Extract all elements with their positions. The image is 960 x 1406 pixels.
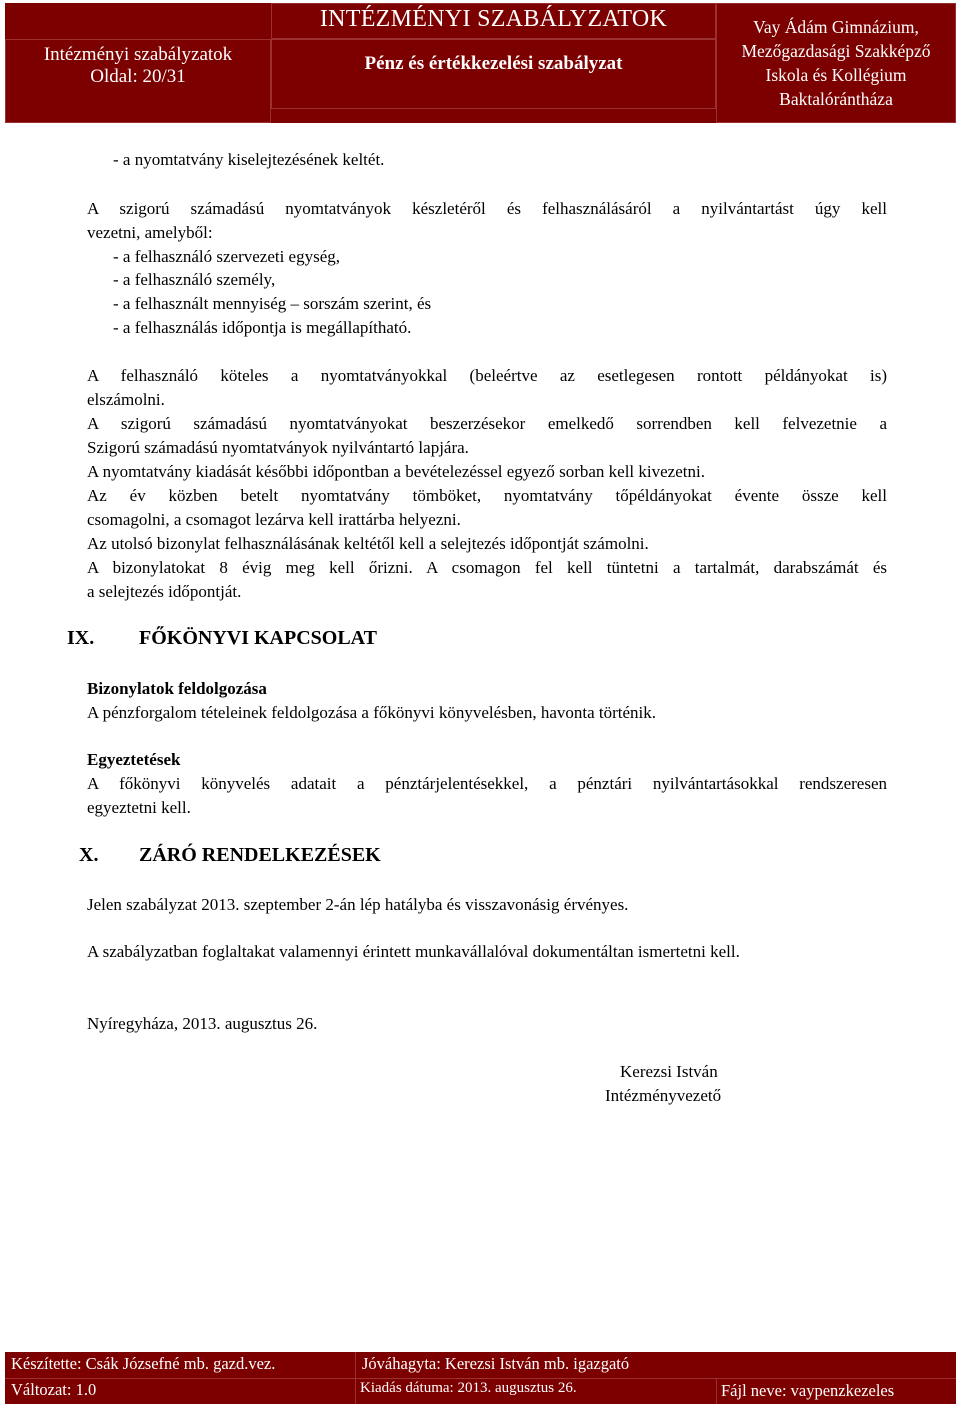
document-footer — [5, 1352, 956, 1404]
footer-version: Változat: 1.0 — [11, 1380, 97, 1399]
footer-divider — [5, 1378, 956, 1379]
paragraph-line: A felhasználó köteles a nyomtatványokkal (beleértve az esetlegesen rontott példányokat is) — [87, 366, 887, 385]
header-institution-line: Vay Ádám Gimnázium, — [753, 17, 919, 37]
footer-divider — [355, 1352, 356, 1404]
paragraph-line: a selejtezés időpontját. — [87, 582, 242, 601]
list-item: - a nyomtatvány kiselejtezésének keltét. — [113, 150, 385, 169]
signer-title: Intézményvezető — [605, 1086, 722, 1105]
paragraph-line: Az év közben betelt nyomtatvány tömböket, nyomtatvány tőpéldányokat évente össze kell — [87, 486, 887, 505]
subsection-heading: Egyeztetések — [87, 750, 181, 769]
footer-divider — [716, 1378, 717, 1404]
header-institution-cell — [716, 3, 956, 123]
section-number: IX. — [67, 627, 95, 649]
header-institution-line: Mezőgazdasági Szakképző — [741, 41, 931, 61]
section-heading: ZÁRÓ RENDELKEZÉSEK — [139, 844, 381, 866]
header-subtitle: Pénz és értékkezelési szabályzat — [364, 53, 623, 74]
section-heading: FŐKÖNYVI KAPCSOLAT — [139, 627, 377, 649]
header-institution-line: Iskola és Kollégium — [765, 65, 907, 85]
footer-approved: Jóváhagyta: Kerezsi István mb. igazgató — [362, 1354, 630, 1373]
list-item: - a felhasználó szervezeti egység, — [113, 247, 341, 266]
header-main-title: INTÉZMÉNYI SZABÁLYZATOK — [319, 6, 668, 32]
paragraph-line: A pénzforgalom tételeinek feldolgozása a főkönyvi könyvelésben, havonta történik. — [87, 703, 657, 722]
paragraph-line: A szabályzatban foglaltakat valamennyi érintett munkavállalóval dokumentáltan ismertetni kell. — [87, 942, 740, 961]
signer-name: Kerezsi István — [620, 1062, 718, 1081]
header-page-number: Oldal: 20/31 — [90, 66, 186, 87]
paragraph-line: Jelen szabályzat 2013. szeptember 2-án lép hatályba és visszavonásig érvényes. — [87, 895, 629, 914]
subsection-heading: Bizonylatok feldolgozása — [87, 679, 267, 698]
header-doc-type: Intézményi szabályzatok — [43, 44, 233, 65]
paragraph-line: egyeztetni kell. — [87, 798, 191, 817]
list-item: - a felhasznált mennyiség – sorszám szerint, és — [113, 294, 432, 313]
paragraph-line: vezetni, amelyből: — [87, 223, 213, 242]
footer-filename: Fájl neve: vaypenzkezeles — [721, 1381, 895, 1400]
paragraph-line: A szigorú számadású nyomtatványokat beszerzésekor emelkedő sorrendben kell felvezetnie a — [87, 414, 887, 433]
footer-issue-date: Kiadás dátuma: 2013. augusztus 26. — [360, 1380, 577, 1396]
header-institution-line: Baktalórántháza — [779, 89, 893, 109]
place-date: Nyíregyháza, 2013. augusztus 26. — [87, 1014, 318, 1033]
paragraph-line: Az utolsó bizonylat felhasználásának keltétől kell a selejtezés időpontját számolni. — [87, 534, 649, 553]
paragraph-line: elszámolni. — [87, 390, 165, 409]
header-subtitle-cell — [271, 39, 716, 109]
list-item: - a felhasználás időpontja is megállapítható. — [113, 318, 412, 337]
document-header — [5, 3, 956, 123]
section-number: X. — [79, 844, 99, 866]
paragraph-line: A bizonylatokat 8 évig meg kell őrizni. A csomagon fel kell tüntetni a tartalmát, darabszámát és — [87, 558, 887, 577]
paragraph-line: Szigorú számadású nyomtatványok nyilvántartó lapjára. — [87, 438, 469, 457]
paragraph-line: A szigorú számadású nyomtatványok készletéről és felhasználásáról a nyilvántartást úgy kell — [87, 199, 887, 218]
paragraph-line: A főkönyvi könyvelés adatait a pénztárjelentésekkel, a pénztári nyilvántartásokkal rendszeresen — [87, 774, 887, 793]
paragraph-line: A nyomtatvány kiadását későbbi időpontban a bevételezéssel egyező sorban kell kivezetni. — [87, 462, 705, 481]
list-item: - a felhasználó személy, — [113, 270, 276, 289]
paragraph-line: csomagolni, a csomagot lezárva kell irattárba helyezni. — [87, 510, 461, 529]
header-left-cell — [5, 39, 271, 123]
footer-author: Készítette: Csák Józsefné mb. gazd.vez. — [11, 1354, 276, 1373]
header-title-cell — [271, 3, 716, 39]
